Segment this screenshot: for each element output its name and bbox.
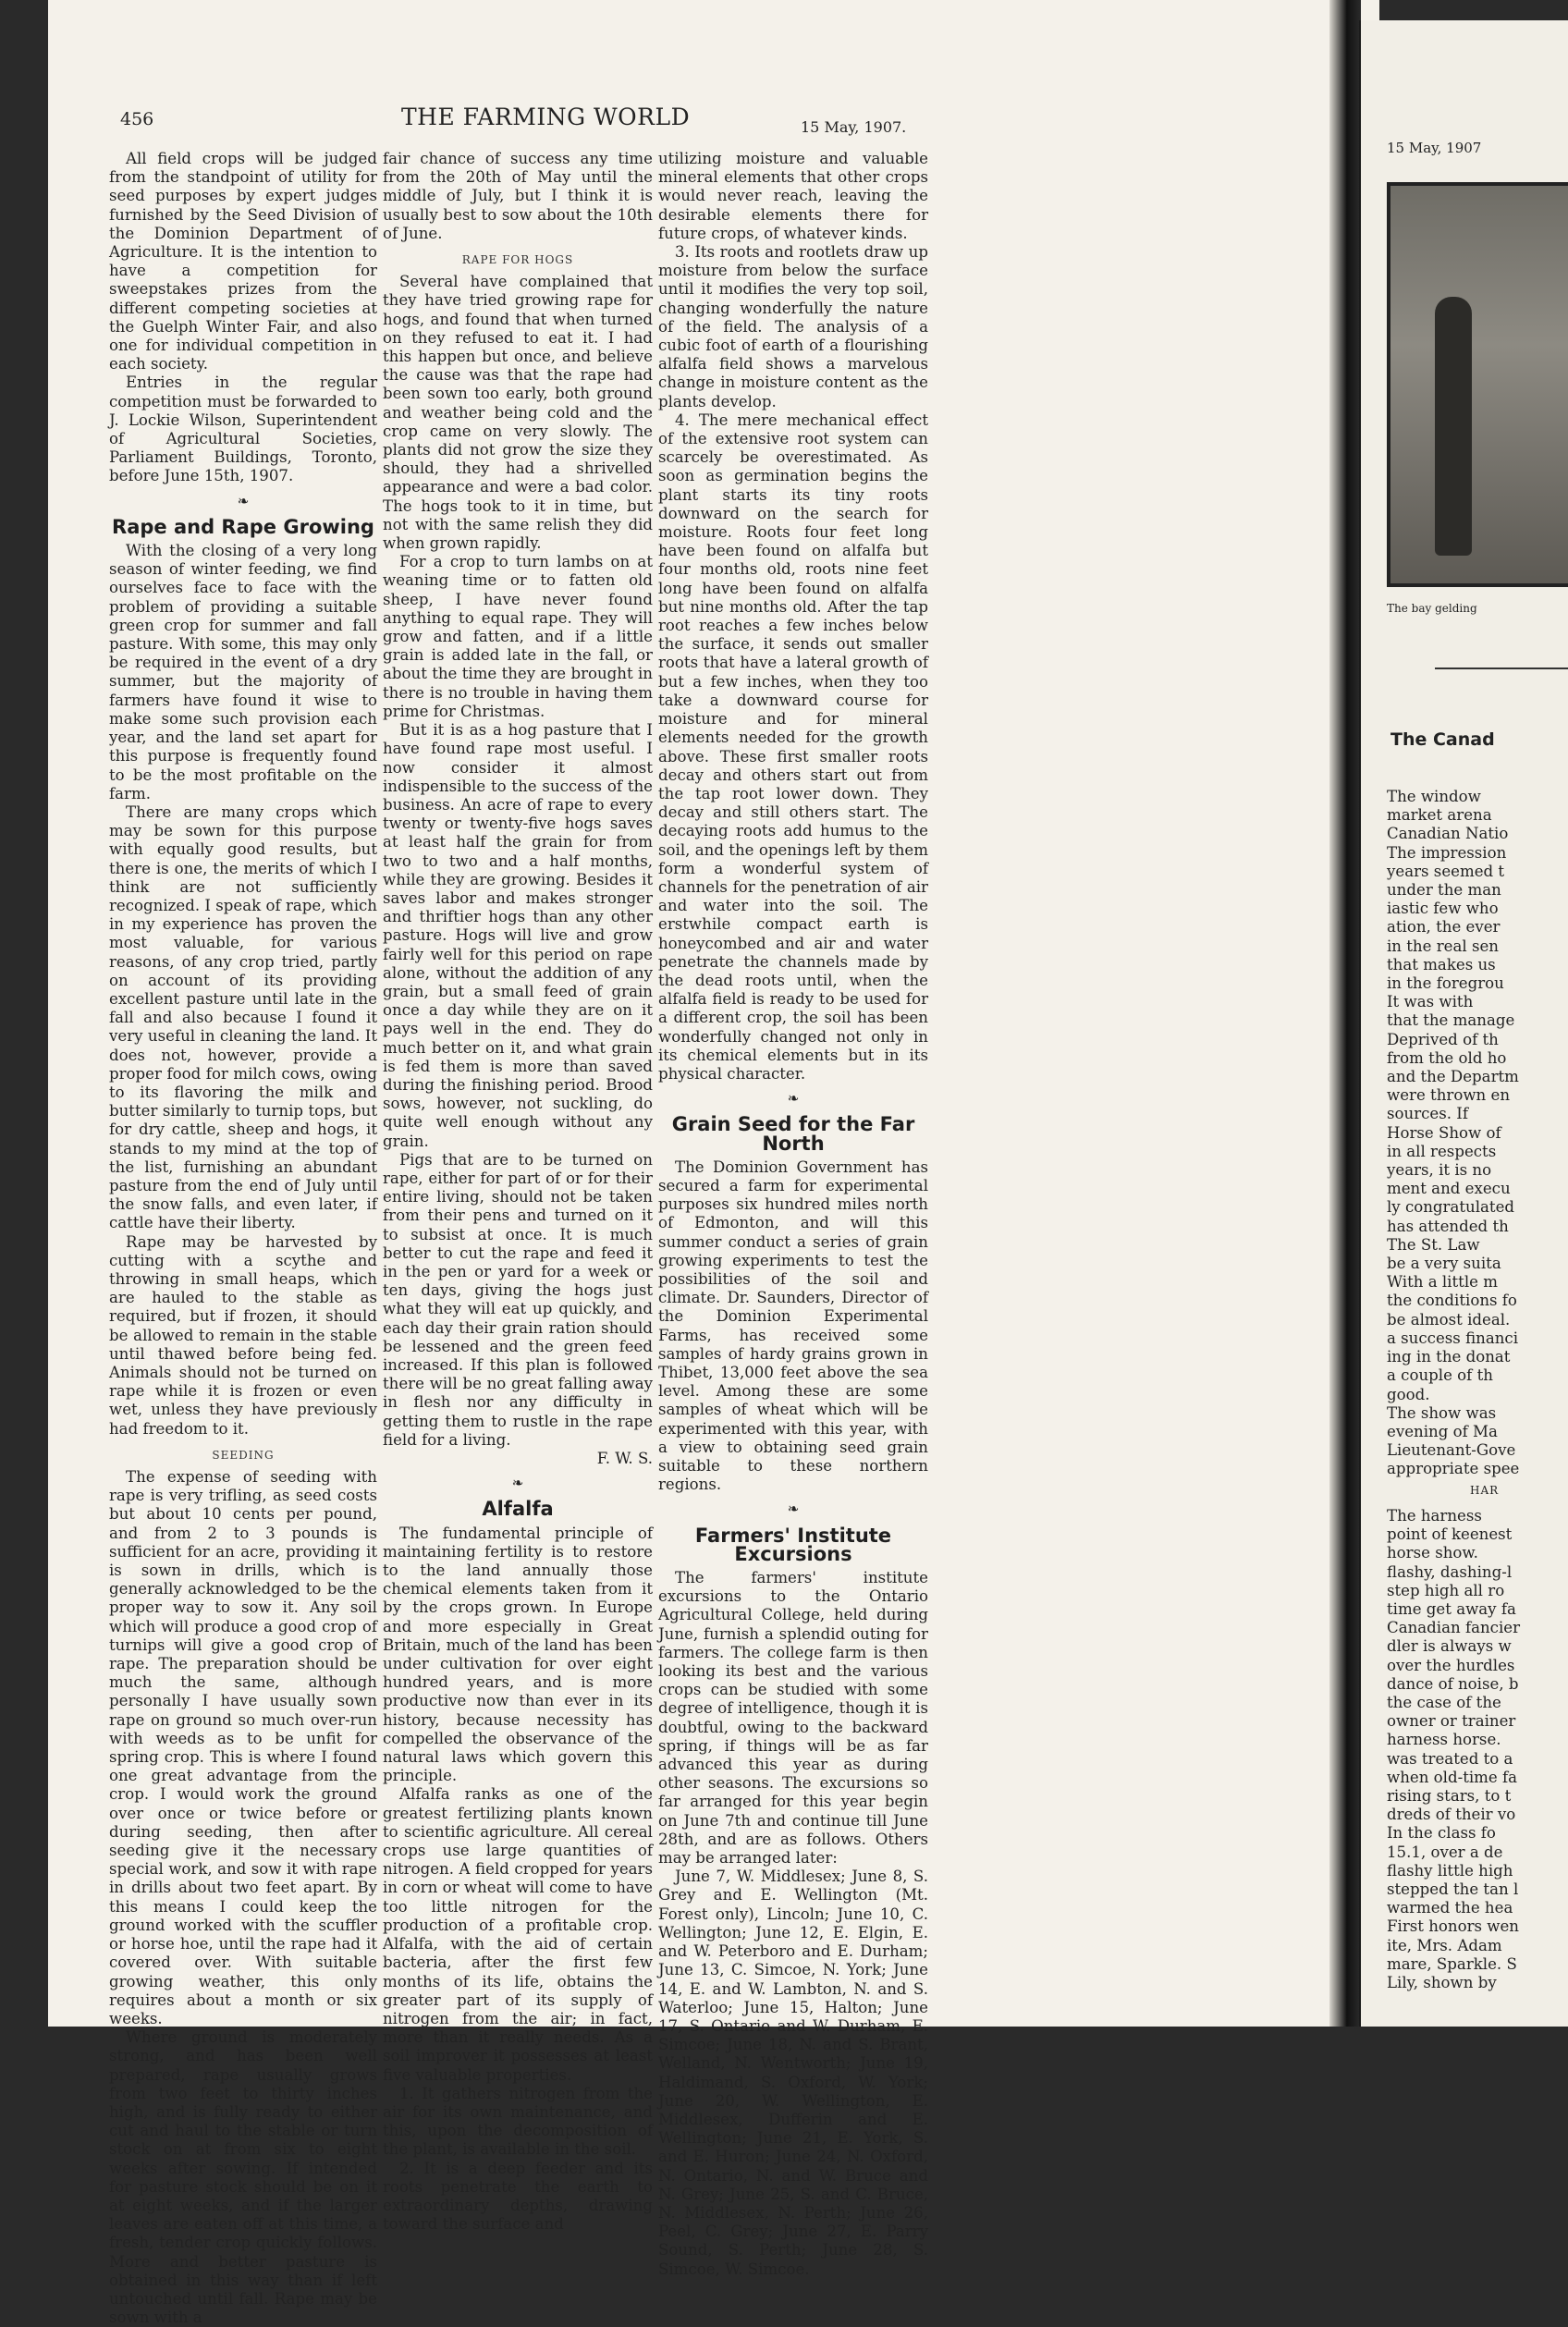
- facing-line: years, it is no: [1387, 1161, 1492, 1180]
- article-paragraph: But it is as a hog pasture that I have found rape most useful. I now consider it almost indispensible to the success of the business. An acre of rape to every twenty or twenty-five hogs saves at least half the grain for from two to two and a half months, while they are growing. Besides it saves labor and makes stronger and thriftier hogs than any other pasture. Hogs will live and grow fairly well for this period on rape alone, without the addition of any grain, but a small feed of grain once a day while they are on it pays well in the end. They do much better on it, and what grain is fed them is more than saved during the finishing period. Brood sows, however, not suckling, do quite well enough without any grain.: [383, 721, 653, 1150]
- facing-line: Horse Show of: [1387, 1123, 1501, 1142]
- facing-line: owner or trainer: [1387, 1712, 1516, 1731]
- ornament-icon: ❧: [787, 1500, 800, 1518]
- facing-line: under the man: [1387, 881, 1501, 900]
- facing-line: It was with: [1387, 993, 1474, 1011]
- facing-line: ation, the ever: [1387, 918, 1501, 937]
- ornament-icon: ❧: [237, 492, 250, 509]
- facing-line: be almost ideal.: [1387, 1310, 1511, 1329]
- facing-line: dler is always w: [1387, 1637, 1512, 1656]
- facing-line: Canadian Natio: [1387, 825, 1509, 843]
- article-paragraph: Pigs that are to be turned on rape, either for part of or for their entire living, should not be taken from their pens and turned on it to subsist at once. It is much better to cut the rape and feed it in the pen or yard for a week or ten days, giving the hogs just what they will eat up quickly, and each day their grain ration should be lessened and the green feed increased. If this plan is followed there will be no great falling away in flesh nor any difficulty in getting them to rustle in the rape field for a living.: [383, 1150, 653, 1449]
- facing-line: ite, Mrs. Adam: [1387, 1936, 1502, 1954]
- facing-line: over the hurdles: [1387, 1656, 1515, 1674]
- article-paragraph: The Dominion Government has secured a farm for experimental purposes six hundred miles north of Edmonton, and will this summer conduct a series of grain growing experiments to test the possibilities of the soil and climate. Dr. Saunders, Director of the Dominion Experimental Farms, has received some samples of hardy grains grown in Thibet, 13,000 feet above the sea level. Among these are some samples of wheat which will be experimented with this year, with a view to obtaining seed grain suitable to these northern regions.: [658, 1157, 928, 1494]
- ornament-icon: ❧: [511, 1475, 524, 1492]
- page-456: [48, 0, 1379, 2327]
- facing-line: The impression: [1387, 843, 1507, 862]
- facing-line: First honors wen: [1387, 1917, 1519, 1936]
- facing-line: and the Departm: [1387, 1068, 1519, 1086]
- article-paragraph: With the closing of a very long season of winter feeding, we find ourselves face to face with the problem of providing a suitable green crop for summer and fall pasture. With some, this may only be required in the event of a dry summer, but the majority of farmers have found it wise to make some such provision each year, and the land set apart for this purpose is frequently found to be the most profitable on the farm.: [109, 542, 377, 802]
- article-heading: Grain Seed for the Far North: [671, 1113, 915, 1155]
- horse-figure: [1435, 297, 1472, 556]
- facing-line: stepped the tan l: [1387, 1880, 1519, 1899]
- article-paragraph: 4. The mere mechanical effect of the extensive root system can scarcely be overestimated. As soon as germination begins the plant starts its tiny roots downward on the search for moisture. Roots four feet long have been found on alfalfa but four months old, roots nine feet long have been found on alfalfa but nine months old. After the tap root reaches a few inches below the surface, it sends out smaller roots that have a lateral growth of but a few inches, when they too take a downward course for moisture and for mineral elements needed for the growth above. These first smaller roots decay and others start out from the tap root lower down. They decay and still others start. The decaying roots add humus to the soil, and the openings left by them form a wonderful system of channels for the penetration of air and water into the soil. The erstwhile compact earth is honeycombed and air and water penetrate the channels made by the dead roots until, when the alfalfa field is ready to be used for a different crop, the soil has been wonderfully changed not only in its chemical elements but in its physical character.: [658, 410, 928, 1083]
- facing-page-lines: [1387, 788, 1519, 1479]
- article-paragraph: Several have complained that they have tried growing rape for hogs, and found that when turned on they refused to eat it. I had this happen but once, and believe the cause was that the rape had been sown too early, both ground and weather being cold and the crop came on very slowly. The plants did not grow the size they should, they had a shrivelled appearance and were a bad color. The hogs took to it in time, but not with the same relish they did when grown rapidly.: [383, 273, 653, 553]
- article-paragraph: Alfalfa ranks as one of the greatest fertilizing plants known to scientific agriculture. All cereal crops use large quantities of nitrogen. A field cropped for years in corn or wheat will come to have too little nitrogen for the production of a profitable crop. Alfalfa, with the aid of certain bacteria, after the first few months of its life, obtains the greater part of its supply of nitrogen from the air; in fact, more than it really needs. As a soil improver it possesses at least five valuable properties.: [383, 1785, 653, 2084]
- facing-line: in all respects: [1387, 1142, 1497, 1160]
- facing-line: the conditions fo: [1387, 1292, 1517, 1310]
- article-paragraph: For a crop to turn lambs on at weaning time or to fatten old sheep, I have never found anything to equal rape. They will grow and fatten, and if a little grain is added late in the fall, or about the time they are brought in there is no trouble in having them prime for Christmas.: [383, 553, 653, 720]
- facing-line: The St. Law: [1387, 1235, 1480, 1254]
- facing-line: appropriate spee: [1387, 1460, 1520, 1478]
- facing-line: The show was: [1387, 1403, 1497, 1422]
- photo-caption: The bay gelding: [1387, 602, 1477, 615]
- horse-photo: [1387, 182, 1568, 587]
- article-paragraph: Rape may be harvested by cutting with a scythe and throwing in small heaps, which are hauled to the stable as required, but if frozen, it should be allowed to remain in the stable until thawed before being fed. Animals should not be turned on rape while it is frozen or even wet, unless they have previously had freedom to it.: [109, 1232, 377, 1438]
- column-3: [658, 150, 928, 2279]
- facing-line: The harness: [1387, 1507, 1482, 1525]
- article-heading: Rape and Rape Growing: [112, 515, 374, 538]
- facing-line: dreds of their vo: [1387, 1806, 1516, 1824]
- column-1: [109, 150, 377, 2327]
- facing-line: Canadian fancier: [1387, 1619, 1521, 1637]
- facing-line: dance of noise, b: [1387, 1674, 1519, 1693]
- facing-line: rising stars, to t: [1387, 1787, 1512, 1806]
- article-paragraph: 2. It is a deep feeder and its roots penetrate the earth to extraordinary depths, drawing toward the surface and: [383, 2159, 653, 2234]
- facing-line: a success financi: [1387, 1329, 1519, 1347]
- book-gutter: [1329, 0, 1361, 2027]
- article-paragraph: fair chance of success any time from the 20th of May until the middle of July, but I think it is usually best to sow about the 10th of June.: [383, 150, 653, 242]
- article-paragraph: 1. It gathers nitrogen from the air for its own maintenance, and this, upon the decomposition of the plant, is available in the soil.: [383, 2084, 653, 2159]
- facing-line: Lieutenant-Gove: [1387, 1441, 1516, 1460]
- facing-page: [1359, 20, 1568, 2027]
- facing-line: a couple of th: [1387, 1366, 1493, 1385]
- intro-paragraph: All field crops will be judged from the standpoint of utility for seed purposes by expert judges furnished by the Seed Division of the Dominion Department of Agriculture. It is the intention to have a competition for sweepstakes prizes from the different competing societies at the Guelph Winter Fair, and also one for individual competition in each society.: [109, 150, 377, 374]
- column-2: [383, 150, 653, 2234]
- page-number: 456: [120, 109, 154, 129]
- article-paragraph: Where ground is moderately strong, and has been well prepared, rape usually grows from two feet to thirty inches high, and is fully ready to either cut and haul to the stable or turn stock on at from six to eight weeks after sowing. If intended for pasture stock should be on it at eight weeks, and if the larger leaves are eaten off at this time, a fresh, tender crop quickly follows. More and better pasture is obtained in this way than if left untouched until fall. Rape may be sown with a: [109, 2028, 377, 2327]
- facing-line: ment and execu: [1387, 1180, 1511, 1198]
- facing-line: years seemed t: [1387, 862, 1505, 880]
- facing-line: when old-time fa: [1387, 1768, 1518, 1786]
- facing-line: ly congratulated: [1387, 1198, 1515, 1217]
- article-paragraph: 3. Its roots and rootlets draw up moisture from below the surface until it modifies the very top soil, changing wonderfully the nature of the field. The analysis of a cubic foot of earth of a flourishing alfalfa field shows a marvelous change in moisture content as the plants develop.: [658, 243, 928, 410]
- section-subheading: RAPE FOR HOGS: [461, 253, 574, 267]
- facing-line: ing in the donat: [1387, 1348, 1511, 1366]
- facing-page-lines: [1387, 1507, 1520, 1992]
- facing-subheading: HAR: [1470, 1484, 1500, 1497]
- article-paragraph: The farmers' institute excursions to the Ontario Agricultural College, held during June, furnish a splendid outing for farmers. The college farm is then looking its best and the various crops can be studied with some degree of intelligence, though it is doubtful, owing to the backward spring, if things will be as far advanced this year as during other seasons. The excursions so far arranged for this year begin on June 7th and continue till June 28th, and are as follows. Others may be arranged later:: [658, 1569, 928, 1868]
- facing-line: from the old ho: [1387, 1048, 1507, 1067]
- facing-line: iastic few who: [1387, 900, 1499, 918]
- facing-line: point of keenest: [1387, 1525, 1513, 1544]
- facing-line: be a very suita: [1387, 1255, 1501, 1273]
- facing-line: in the real sen: [1387, 937, 1499, 955]
- facing-line: The window: [1387, 788, 1481, 805]
- facing-line: step high all ro: [1387, 1581, 1505, 1599]
- facing-line: was treated to a: [1387, 1749, 1513, 1768]
- facing-line: mare, Sparkle. S: [1387, 1954, 1517, 1973]
- facing-line: good.: [1387, 1385, 1430, 1403]
- journal-title: THE FARMING WORLD: [401, 104, 691, 130]
- facing-line: harness horse.: [1387, 1731, 1501, 1749]
- section-divider: [1435, 667, 1568, 669]
- article-paragraph: There are many crops which may be sown for this purpose with equally good results, but there is one, the merits of which I think are not sufficiently recognized. I speak of rape, which in my experience has proven the most valuable, for various reasons, of any crop tried, partly on account of its providing excellent pasture until late in the fall and also because I found it very useful in cleaning the land. It does not, however, provide a proper food for milch cows, owing to its flavoring the milk and butter similarly to turnip tops, but for dry cattle, sheep and hogs, it stands to my mind at the top of the list, furnishing an abundant pasture from the end of July until the snow falls, and even later, if cattle have their liberty.: [109, 802, 377, 1232]
- facing-page-date: 15 May, 1907: [1387, 140, 1482, 156]
- facing-line: flashy little high: [1387, 1861, 1513, 1880]
- facing-line: in the foregrou: [1387, 974, 1504, 993]
- facing-line: Deprived of th: [1387, 1030, 1499, 1048]
- facing-line: evening of Ma: [1387, 1422, 1498, 1440]
- article-paragraph: The fundamental principle of maintaining fertility is to restore to the land annually those chemical elements taken from it by the crops grown. In Europe and more especially in Great Britain, much of the land has been under cultivation for over eight hundred years, and is more productive now than ever in its history, because necessity has compelled the observance of the natural laws which govern this principle.: [383, 1524, 653, 1785]
- facing-line: sources. If: [1387, 1105, 1469, 1123]
- article-paragraph: utilizing moisture and valuable mineral elements that other crops would never reach, leaving the desirable elements there for future crops, of whatever kinds.: [658, 150, 928, 242]
- facing-line: flashy, dashing-l: [1387, 1562, 1513, 1581]
- page-date: 15 May, 1907.: [801, 118, 907, 136]
- facing-line: horse show.: [1387, 1544, 1478, 1562]
- article-heading: Farmers' Institute Excursions: [694, 1524, 892, 1565]
- facing-line: market arena: [1387, 806, 1492, 825]
- facing-line: time get away fa: [1387, 1600, 1516, 1619]
- facing-line: With a little m: [1387, 1273, 1498, 1292]
- facing-heading: The Canad: [1390, 729, 1495, 750]
- section-subheading: SEEDING: [212, 1448, 275, 1462]
- facing-line: the case of the: [1387, 1694, 1501, 1712]
- article-paragraph: June 7, W. Middlesex; June 8, S. Grey and E. Wellington (Mt. Forest only), Lincoln; June 10, C. Wellington; June 12, E. Elgin, E. and W. Peterboro and E. Durham; June 13, C. Simcoe, N. York; June 14, E. and W. Lambton, N. and S. Waterloo; June 15, Halton; June 17, S. Ontario and W. Durham, E. Simcoe; June 18, N. and S. Brant, Welland, N. Wentworth; June 19, Haldimand, S. Oxford, W. York; June 20, W. Wellington, E. Middlesex, Dufferin and E. Wellington; June 21, E. York, S. and E. Huron; June 24, N. Oxford, N. Ontario, N. and W. Bruce and N. Grey; June 25, S. and C. Bruce, N. Middlesex, N. Perth; June 26, Peel, C. Grey; June 27, E. Parry Sound, S. Perth; June 28, S. Simcoe, W. Simcoe.: [658, 1868, 928, 2278]
- facing-line: In the class fo: [1387, 1824, 1496, 1843]
- facing-line: were thrown en: [1387, 1086, 1511, 1105]
- article-paragraph: The expense of seeding with rape is very trifling, as seed costs but about 10 cents per pound, and from 2 to 3 pounds is sufficient for an acre, providing it is sown in drills, which is generally acknowledged to be the proper way to sow it. Any soil which will produce a good crop of turnips will give a good crop of rape. The preparation should be much the same, although personally I have usually sown rape on ground so much over-run with weeds as to be unfit for spring crop. This is where I found one great advantage from the crop. I would work the ground over once or twice before or during seeding, then after seeding give it the necessary special work, and sow it with rape in drills about two feet apart. By this means I could keep the ground worked with the scuffler or horse hoe, until the rape had it covered over. With suitable growing weather, this only requires about a month or six weeks.: [109, 1468, 377, 2027]
- article-heading: Alfalfa: [482, 1498, 554, 1521]
- facing-line: that the manage: [1387, 1011, 1515, 1030]
- facing-line: Lily, shown by: [1387, 1974, 1497, 1992]
- facing-line: has attended th: [1387, 1217, 1509, 1235]
- facing-line: that makes us: [1387, 955, 1496, 974]
- author-signature: F. W. S.: [596, 1450, 653, 1468]
- facing-line: warmed the hea: [1387, 1899, 1513, 1917]
- facing-line: 15.1, over a de: [1387, 1843, 1503, 1861]
- ornament-icon: ❧: [787, 1090, 800, 1108]
- intro-paragraph: Entries in the regular competition must be forwarded to J. Lockie Wilson, Superintendent of Agricultural Societies, Parliament Buildings, Toronto, before June 15th, 1907.: [109, 374, 377, 485]
